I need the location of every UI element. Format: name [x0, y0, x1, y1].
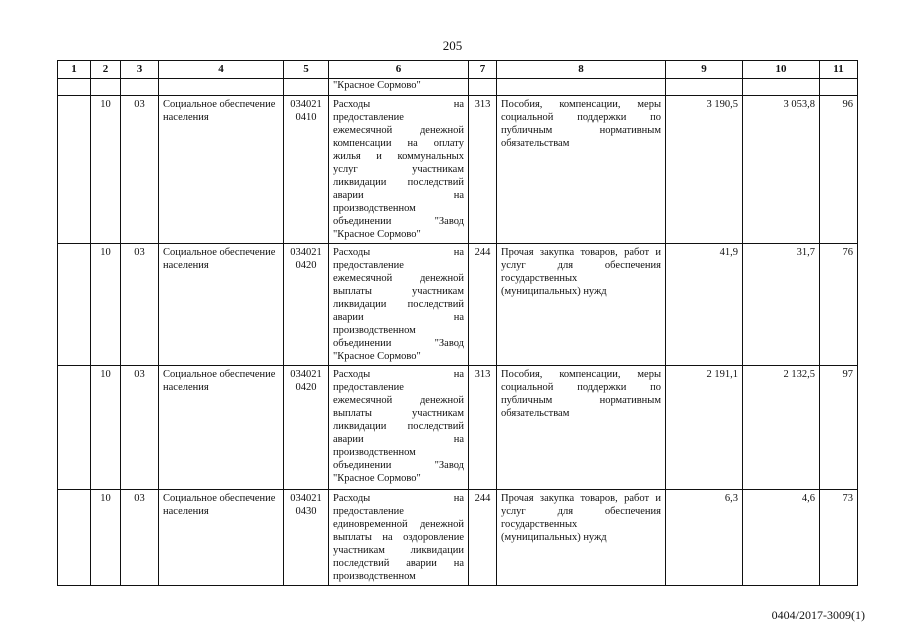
cell-expense-type: 313 [469, 366, 497, 490]
cell-executed: 3 053,8 [743, 96, 820, 244]
cell-target-article: 034021 0430 [284, 490, 329, 586]
cell-section: 10 [91, 366, 121, 490]
continuation-cell: "Красное Сормово" [329, 79, 469, 96]
cell-planned: 41,9 [666, 244, 743, 366]
header-col-11: 11 [820, 61, 858, 79]
cell-col-1 [58, 96, 91, 244]
cell-section-name: Социальное обеспечение населения [159, 96, 284, 244]
cell-percent: 73 [820, 490, 858, 586]
page-number: 205 [442, 38, 463, 53]
cell-expense-type: 244 [469, 490, 497, 586]
cell-planned: 2 191,1 [666, 366, 743, 490]
table-row [58, 490, 858, 586]
header-row [58, 61, 858, 79]
cell-expense-type: 313 [469, 96, 497, 244]
header-col-4: 4 [159, 61, 284, 79]
cell-section: 10 [91, 244, 121, 366]
cell-section-name: Социальное обеспечение населения [159, 366, 284, 490]
cell-target-article: 034021 0420 [284, 244, 329, 366]
table-row [58, 244, 858, 366]
cell-planned: 3 190,5 [666, 96, 743, 244]
cell-subsection: 03 [121, 366, 159, 490]
header-col-5: 5 [284, 61, 329, 79]
cell-expense-type-name: Прочая закупка товаров, работ и услуг для обеспечения государственных (муниципальных) нужд [497, 244, 666, 366]
cell-target-article: 034021 0420 [284, 366, 329, 490]
table-row [58, 366, 858, 490]
header-col-6: 6 [329, 61, 469, 79]
cell-expense-type: 244 [469, 244, 497, 366]
header-col-8: 8 [497, 61, 666, 79]
cell-percent: 96 [820, 96, 858, 244]
cell-col-1 [58, 366, 91, 490]
cell-section: 10 [91, 96, 121, 244]
cell-col-1 [58, 244, 91, 366]
cell-executed: 2 132,5 [743, 366, 820, 490]
continuation-row [58, 79, 858, 96]
cell-section: 10 [91, 490, 121, 586]
header-col-9: 9 [666, 61, 743, 79]
cell-section-name: Социальное обеспечение населения [159, 490, 284, 586]
header-col-10: 10 [743, 61, 820, 79]
cell-expense-description: Расходы на предоставление ежемесячной денежной компенсации на оплату жилья и коммунальных услуг участникам ликвидации последствий аварии на производственном объединении "Завод "Красное Сормово" [329, 96, 469, 244]
cell-expense-type-name: Прочая закупка товаров, работ и услуг для обеспечения государственных (муниципальных) нужд [497, 490, 666, 586]
cell-planned: 6,3 [666, 490, 743, 586]
cell-percent: 76 [820, 244, 858, 366]
cell-percent: 97 [820, 366, 858, 490]
cell-expense-type-name: Пособия, компенсации, меры социальной поддержки по публичным нормативным обязательствам [497, 366, 666, 490]
cell-executed: 31,7 [743, 244, 820, 366]
cell-expense-description: Расходы на предоставление единовременной денежной выплаты на оздоровление участникам ликвидации последствий аварии на производственном [329, 490, 469, 586]
cell-expense-type-name: Пособия, компенсации, меры социальной поддержки по публичным нормативным обязательствам [497, 96, 666, 244]
cell-subsection: 03 [121, 96, 159, 244]
header-col-2: 2 [91, 61, 121, 79]
cell-section-name: Социальное обеспечение населения [159, 244, 284, 366]
header-col-1: 1 [58, 61, 91, 79]
cell-expense-description: Расходы на предоставление ежемесячной денежной выплаты участникам ликвидации последствий аварии на производственном объединении "Завод "Красное Сормово" [329, 244, 469, 366]
budget-table [57, 60, 858, 586]
cell-executed: 4,6 [743, 490, 820, 586]
cell-col-1 [58, 490, 91, 586]
cell-subsection: 03 [121, 490, 159, 586]
header-col-3: 3 [121, 61, 159, 79]
document-code: 0404/2017-3009(1) [771, 608, 865, 622]
cell-expense-description: Расходы на предоставление ежемесячной денежной выплаты участникам ликвидации последствий аварии на производственном объединении "Завод "Красное Сормово" [329, 366, 469, 490]
header-col-7: 7 [469, 61, 497, 79]
table-row [58, 96, 858, 244]
cell-target-article: 034021 0410 [284, 96, 329, 244]
cell-subsection: 03 [121, 244, 159, 366]
